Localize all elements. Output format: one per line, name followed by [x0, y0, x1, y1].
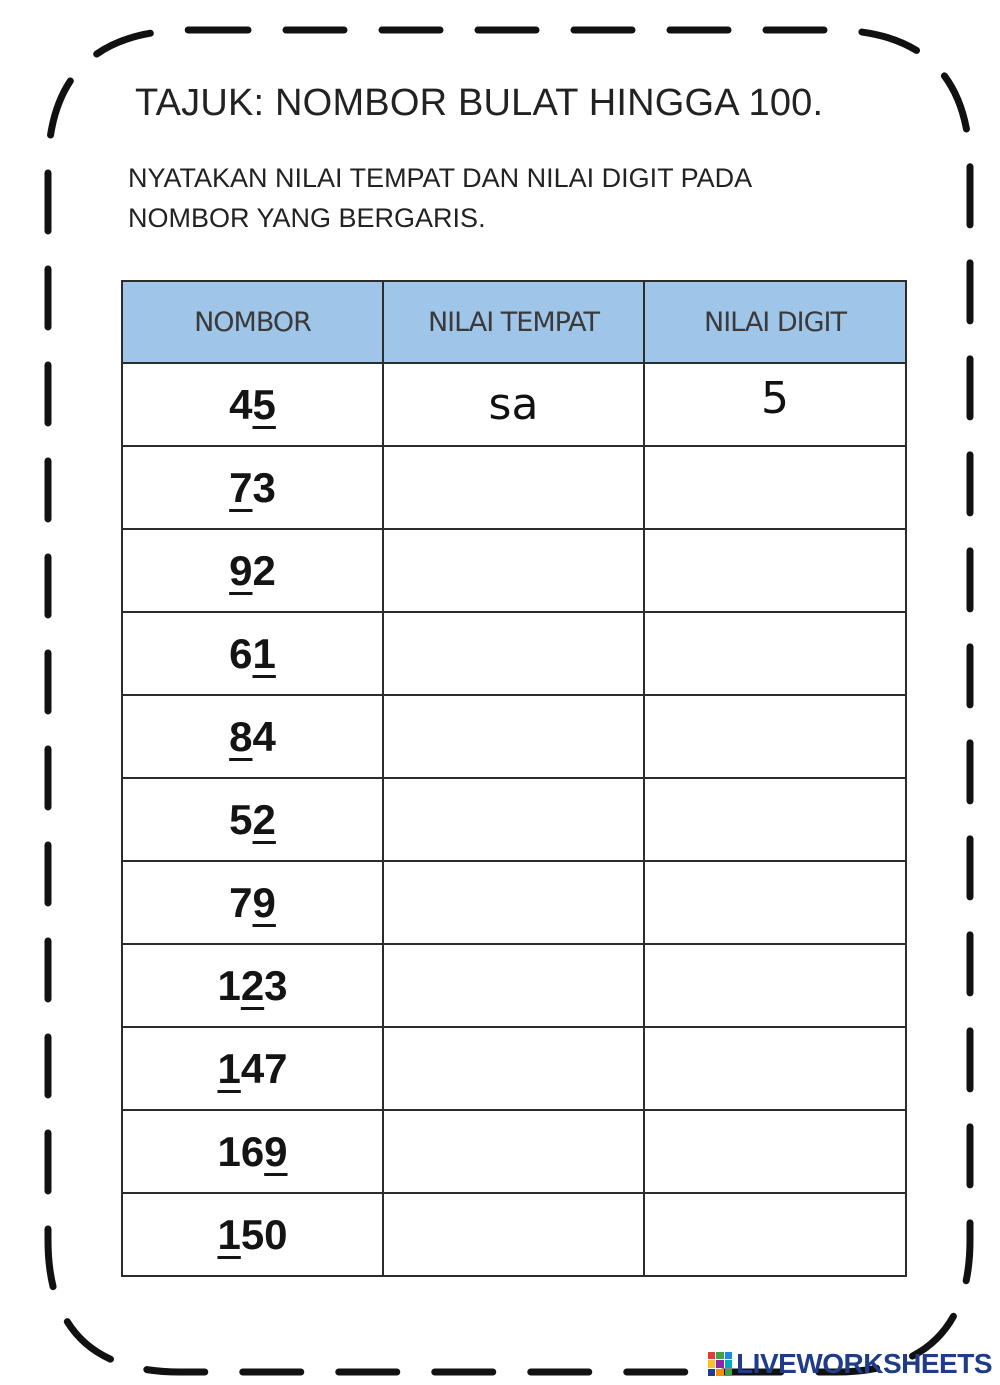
- worksheet-table: [121, 280, 907, 1277]
- digit: 0: [264, 1210, 288, 1258]
- nilai-tempat-cell[interactable]: [383, 363, 644, 446]
- page-title: TAJUK: NOMBOR BULAT HINGGA 100.: [135, 82, 824, 124]
- number-value: [217, 1128, 287, 1176]
- nilai-tempat-cell[interactable]: [383, 695, 644, 778]
- table-row: [122, 861, 906, 944]
- header-nombor: NOMBOR: [122, 281, 383, 363]
- nombor-cell: [122, 1027, 383, 1110]
- nombor-cell: [122, 363, 383, 446]
- digit: 5: [229, 795, 253, 843]
- header-nilai-digit: NILAI DIGIT: [644, 281, 906, 363]
- nilai-digit-cell[interactable]: [644, 861, 906, 944]
- digit: 6: [240, 1127, 265, 1175]
- nilai-digit-cell[interactable]: [644, 1193, 906, 1276]
- number-value: [229, 879, 276, 927]
- table-row: [122, 944, 906, 1027]
- liveworksheets-text: LIVEWORKSHEETS: [736, 1348, 992, 1379]
- number-value: [229, 630, 276, 678]
- nilai-tempat-cell[interactable]: [383, 861, 644, 944]
- nilai-tempat-cell[interactable]: [383, 529, 644, 612]
- digit: 4: [252, 712, 276, 760]
- nombor-cell: [122, 1110, 383, 1193]
- digit: 1: [217, 961, 241, 1009]
- digit: 1: [217, 1127, 241, 1175]
- digit: 2: [252, 546, 276, 594]
- table-row: [122, 363, 906, 446]
- underlined-digit: 2: [252, 795, 276, 843]
- nombor-cell: [122, 446, 383, 529]
- nombor-cell: [122, 695, 383, 778]
- digit: 4: [229, 380, 253, 428]
- header-row: [122, 281, 906, 363]
- number-value: [217, 1045, 287, 1093]
- nilai-tempat-cell[interactable]: [383, 944, 644, 1027]
- underlined-digit: 7: [229, 463, 253, 511]
- nombor-cell: [122, 529, 383, 612]
- table-body: [122, 363, 906, 1276]
- nombor-cell: [122, 861, 383, 944]
- number-value: [229, 381, 276, 429]
- number-value: [217, 1211, 287, 1259]
- table-row: [122, 778, 906, 861]
- digit: 7: [229, 878, 253, 926]
- liveworksheets-logo-icon: [708, 1352, 732, 1376]
- nilai-tempat-cell[interactable]: [383, 1027, 644, 1110]
- digit: 4: [240, 1044, 265, 1092]
- underlined-digit: 9: [264, 1127, 288, 1175]
- underlined-digit: 1: [217, 1044, 241, 1092]
- nilai-digit-cell[interactable]: [644, 1027, 906, 1110]
- nilai-digit-cell[interactable]: [644, 1110, 906, 1193]
- underlined-digit: 1: [252, 629, 276, 677]
- nilai-digit-cell[interactable]: [644, 612, 906, 695]
- nilai-digit-answer: 5: [761, 373, 789, 424]
- instruction-line-1: NYATAKAN NILAI TEMPAT DAN NILAI DIGIT PADA: [128, 163, 753, 193]
- nilai-digit-cell[interactable]: [644, 446, 906, 529]
- nilai-digit-cell[interactable]: [644, 778, 906, 861]
- nombor-cell: [122, 944, 383, 1027]
- underlined-digit: 9: [229, 546, 253, 594]
- underlined-digit: 1: [217, 1210, 241, 1258]
- nombor-cell: [122, 612, 383, 695]
- underlined-digit: 2: [240, 961, 265, 1009]
- table-row: [122, 612, 906, 695]
- nilai-tempat-cell[interactable]: [383, 778, 644, 861]
- header-nilai-tempat: NILAI TEMPAT: [383, 281, 644, 363]
- underlined-digit: 5: [252, 380, 276, 428]
- digit: 5: [240, 1210, 265, 1258]
- number-value: [229, 547, 276, 595]
- underlined-digit: 9: [252, 878, 276, 926]
- nilai-digit-cell[interactable]: [644, 529, 906, 612]
- table-row: [122, 1193, 906, 1276]
- instruction-line-2: NOMBOR YANG BERGARIS.: [128, 203, 486, 233]
- nilai-tempat-answer: sa: [488, 379, 539, 430]
- liveworksheets-logo: [708, 1347, 992, 1381]
- nilai-tempat-cell[interactable]: [383, 612, 644, 695]
- table-row: [122, 1027, 906, 1110]
- nilai-tempat-cell[interactable]: [383, 446, 644, 529]
- digit: 3: [252, 463, 276, 511]
- nilai-tempat-cell[interactable]: [383, 1110, 644, 1193]
- table-row: [122, 446, 906, 529]
- number-value: [229, 713, 276, 761]
- table-row: [122, 529, 906, 612]
- nilai-digit-cell[interactable]: [644, 944, 906, 1027]
- number-value: [217, 962, 287, 1010]
- nilai-digit-cell[interactable]: [644, 695, 906, 778]
- table-row: [122, 695, 906, 778]
- digit: 3: [264, 961, 288, 1009]
- digit: 7: [264, 1044, 288, 1092]
- underlined-digit: 8: [229, 712, 253, 760]
- nilai-digit-cell[interactable]: [644, 363, 906, 446]
- nilai-tempat-cell[interactable]: [383, 1193, 644, 1276]
- number-value: [229, 464, 276, 512]
- instruction-text: [128, 158, 848, 238]
- digit: 6: [229, 629, 253, 677]
- number-value: [229, 796, 276, 844]
- nombor-cell: [122, 778, 383, 861]
- table-row: [122, 1110, 906, 1193]
- nombor-cell: [122, 1193, 383, 1276]
